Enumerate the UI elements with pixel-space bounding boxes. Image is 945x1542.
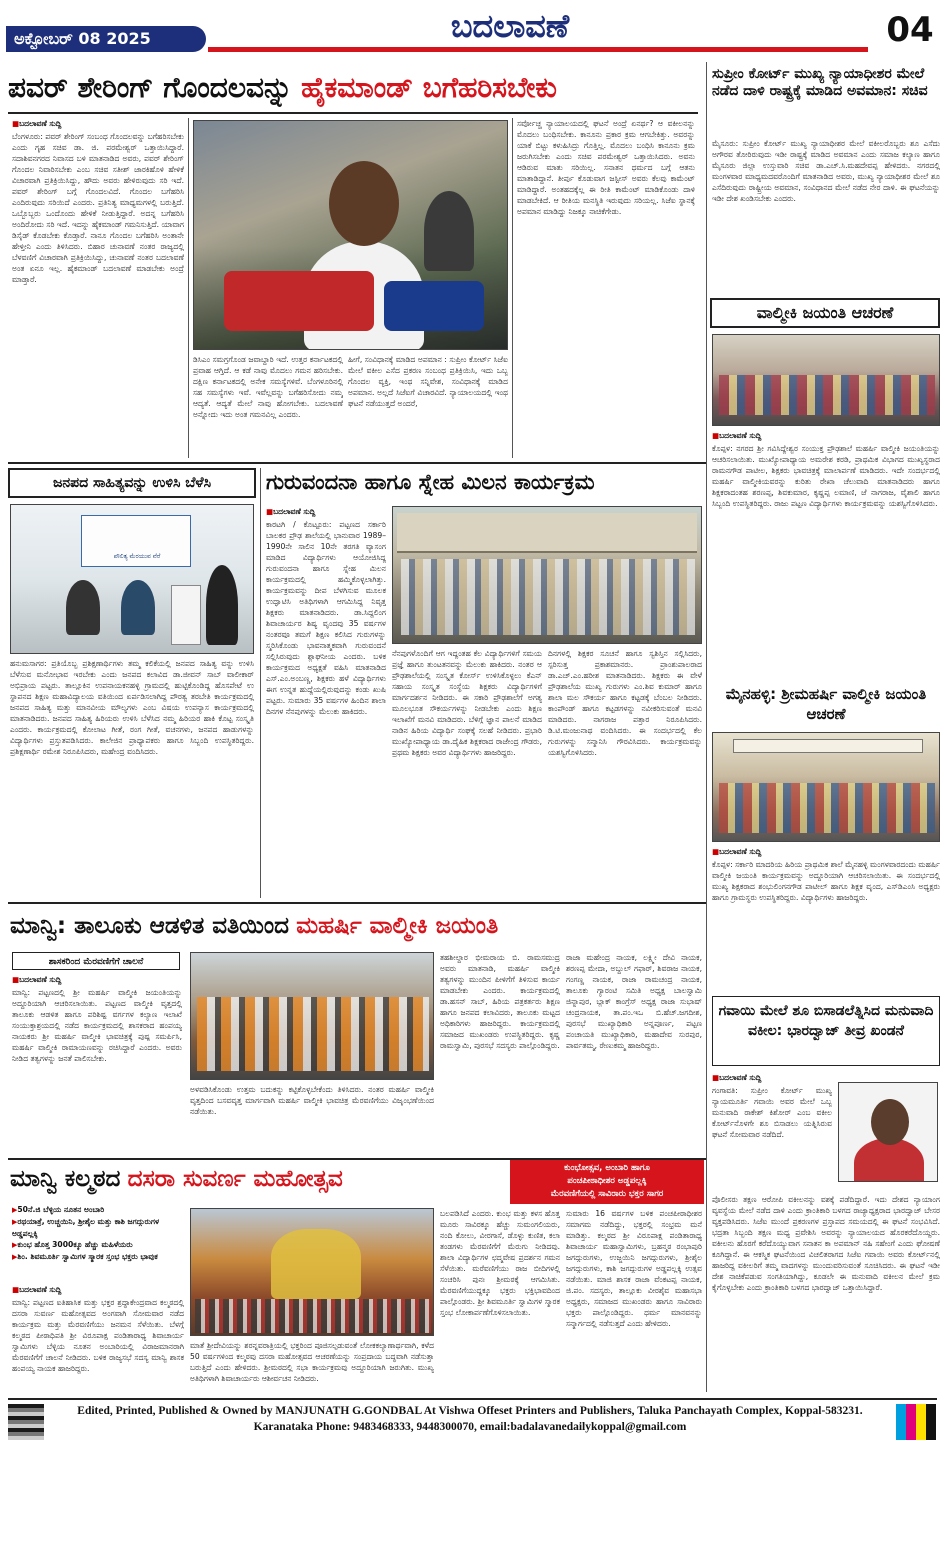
paper-name: ಬದಲಾವಣೆ: [400, 6, 620, 46]
dasara-headline-red: ದಸರಾ ಸುವರ್ಣ ಮಹೋತ್ಸವ: [127, 1166, 343, 1192]
mic-cluster: [224, 271, 374, 331]
dasara-highlight: ▶ ರಥಯಾತ್ರೆ, ಉಚ್ಚಯಿನಿ, ಶ್ರೀಶೈಲ ಮತ್ತು ಕಾಶಿ ಜಗದ್ಗುರುಗಳ ಅಡ್ಡಪಲ್ಲಕ್ಕಿ: [12, 1216, 184, 1239]
valmiki2-byline: ■ ಬದಲಾವಣೆ ಸುದ್ದಿ: [712, 846, 940, 857]
dasara-col3: ಬಲಪಡಿಸಿದೆ ಎಂದರು. ಕುಂಭ ಮತ್ತು ಕಳಸ ಹೊತ್ತ ಮೂರು ಸಾವಿರಕ್ಕೂ ಹೆಚ್ಚು ಸುಮಂಗಲಿಯರು, ನಂದಿ ಕೋಲು, ವೀರಗಾಸೆ, ಡೊಳ್ಳು ಕುಣಿತ, ಕಲಾ ತಂಡಗಳು ಮೆರವಣಿಗೆಗೆ ಮೆರುಗು ನೀಡಿದವು. ಶಾಲಾ ವಿದ್ಯಾರ್ಥಿಗಳ ಛದ್ಮವೇಷ ಪ್ರದರ್ಶನ ಗಮನ ಸೆಳೆಯಿತು. ಮರೆವಣಿಗೆಯು ರಾಜ ಬೀದಿಗಳಲ್ಲಿ ಸಂಚರಿಸಿ ಪುನಃ ಶ್ರೀಮಠಕ್ಕೆ ಆಗಮಿಸಿತು. ಮೆರವಣಿಗೆಯುದ್ದಕ್ಕೂ ಭಕ್ತರು ಭಕ್ತಿಭಾವದಿಂದ ಪಾಲ್ಗೊಂಡರು. ಶ್ರೀ ಶಿವಮೂರ್ತಿ ಸ್ವಾಮಿಗಳ ಸ್ಮಾರಕ ಸ್ತಂಭ ಲೋಕಾರ್ಪಣೆಗೊಳಿಸಲಾಯಿತು.: [440, 1209, 560, 1317]
lead-rule: [8, 112, 698, 114]
registration-marks: [896, 1404, 936, 1440]
footer-rule: [8, 1398, 937, 1400]
reunion-col1b-text: ಬಳಿಕ ಕಾರ್ಯಕ್ರಮದ ಅಧ್ಯಕ್ಷತೆ ವಹಿಸಿ ಮಾತನಾಡಿದ ಎಸ್.ಎಂ.ಅಂಬಣ್ಣ, ಶಿಕ್ಷಕರು ಹಳೆ ವಿದ್ಯಾರ್ಥಿಗಳು ಈಗ ಉನ್ನತ ಹುದ್ದೆಯಲ್ಲಿರುವುದನ್ನು ಕಂಡು ಖುಷಿ ಪಟ್ಟರು. ಸುಮಾರು 35 ವರ್ಷಗಳ ಹಿಂದಿನ ಶಾಲಾ ದಿನಗಳ ನೆನಪುಗಳನ್ನು ಮೆಲುಕು ಹಾಕಿದರು.: [266, 652, 386, 716]
reunion-photo: [392, 506, 702, 644]
footer: [0, 1398, 945, 1542]
valmiki2-headline: ಮೈನಹಳ್ಳಿ: ಶ್ರೀಮಹರ್ಷಿ ವಾಲ್ಮೀಕಿ ಜಯಂತಿ ಆಚರಣೆ: [725, 685, 927, 723]
lead-photo: [193, 120, 508, 350]
manvi-photo-caption: ಅಳವಡಿಸಿಕೊಂಡು ಉತ್ತಮ ಬದುಕನ್ನು ಕಟ್ಟಿಕೊಳ್ಳಬೇಕೆಂದು ತಿಳಿಸಿದರು. ನಂತರ ಮಹರ್ಷಿ ವಾಲ್ಮೀಕಿ ವೃತ್ತದಿಂದ ಬಸವವೃತ್ತ ಮಾರ್ಗವಾಗಿ ಮಹರ್ಷಿ ವಾಲ್ಮೀಕಿ ಭಾವಚಿತ್ರ ಮೆರವಣಿಗೆಯು ವಿಜೃಂಭಣೆಯಿಂದ ನಡೆಯಿತು.: [190, 1085, 434, 1116]
lead-divider-1: [188, 118, 189, 458]
school-banner: [733, 739, 923, 753]
lawyer-body-left: ಗಂಗಾವತಿ: ಸುಪ್ರೀಂ ಕೋರ್ಟ್ ಮುಖ್ಯ ನ್ಯಾಯಮೂರ್ತಿ ಗವಾಯಿ ಅವರ ಮೇಲೆ ಒಬ್ಬ ಮನುವಾದಿ ರಾಕೇಶ್ ಕಿಶೋರ್ ಎಂಬ ವಕೀಲ ಕೋರ್ಟ್‌ನೊಳಗೇ ಶೂ ಬಿಸಾಡಲು ಯತ್ನಿಸಿರುವ ಘಟನೆ ಸೋಮವಾರ ನಡೆದಿದೆ.: [712, 1086, 832, 1139]
reunion-byline: ■ ಬದಲಾವಣೆ ಸುದ್ದಿ: [266, 506, 386, 517]
reunion-col1-text: ಕಾರಟಗಿ / ಕೊಟ್ಟೂರು: ಪಟ್ಟಣದ ಸರ್ಕಾರಿ ಬಾಲಕರ ಪ್ರೌಢ ಶಾಲೆಯಲ್ಲಿ ಭಾನುವಾರ 1989–1990ನೇ ಸಾಲಿನ 10ನೇ ತರಗತಿ ವ್ಯಾಸಂಗ ಮಾಡಿದ ವಿದ್ಯಾರ್ಥಿಗಳು ಆಯೋಜಿಸಿದ್ದ ಗುರುವಂದನಾ ಹಾಗೂ ಸ್ನೇಹ ಮಿಲನ ಕಾರ್ಯಕ್ರಮದಲ್ಲಿ ಹಮ್ಮಿಕೊಳ್ಳಲಾಗಿತ್ತು. ಕಾರ್ಯಕ್ರಮವನ್ನು ದೀಪ ಬೆಳಗಿಸುವ ಮೂಲಕ ಉದ್ಘಾಟಿಸಿ ಅತಿಥಿಗಳಾಗಿ ಆಗಮಿಸಿದ್ದ ನಿವೃತ್ತ ಶಿಕ್ಷಕರು ಮಾತನಾಡಿದರು. ಡಾ.ಸಿದ್ದಲಿಂಗ ಶಿವಾಚಾರ್ಯರ ಶಿಷ್ಯ ವೃಂದವು 35 ವರ್ಷಗಳ ನಂತರವೂ ತಮಗೆ ಶಿಕ್ಷಣ ಕಲಿಸಿದ ಗುರುಗಳನ್ನು ಸ್ಮರಿಸಿಕೊಂಡು ಭಾವನಾತ್ಮಕವಾಗಿ ಗುರುವಂದನೆ ಸಲ್ಲಿಸಿರುವುದು ಶ್ಲಾಘನೀಯ ಎಂದರು.: [266, 520, 386, 661]
dasara-tag-line: ಪಂಚಪೀಠಾಧೀಶರ ಅಡ್ಡಪಲ್ಲಕ್ಕಿ: [567, 1176, 647, 1186]
lead-col1: [12, 118, 184, 456]
portrait-head: [871, 1099, 909, 1145]
section-rule: [8, 462, 706, 464]
cji-headline: ಸುಪ್ರೀಂ ಕೋರ್ಟ್ ಮುಖ್ಯ ನ್ಯಾಯಾಧೀಶರ ಮೇಲೆ ನಡೆದ ದಾಳಿ ರಾಷ್ಟ್ರಕ್ಕೆ ಮಾಡಿದ ಅವಮಾನ: ಸಚಿವ: [712, 66, 928, 99]
page-number: 04: [886, 10, 934, 50]
footer-line1: Edited, Printed, Published & Owned by MANJUNATH G.GONDBAL At Vishwa Offeset Printers and Publishers, Taluka Panchayath Complex, Koppal-583231.: [77, 1405, 863, 1417]
manvi-headline-black: ಮಾನ್ವಿ: ತಾಲೂಕು ಆಡಳಿತ ವತಿಯಿಂದ: [10, 913, 289, 939]
valmiki1-body: ಕೊಪ್ಪಳ: ನಗರದ ಶ್ರೀ ಗವಿಸಿದ್ದೇಶ್ವರ ಸಂಯುಕ್ತ ಪ್ರೌಢಶಾಲೆ ಮಹರ್ಷಿ ವಾಲ್ಮೀಕಿ ಜಯಂತಿಯನ್ನು ಆಚರಿಸಲಾಯಿತು. ಮುಖ್ಯೋಪಾಧ್ಯಾಯ ಅಮರೇಶ ಕರಡಿ, ಪ್ರಾಥಮಿಕ ವಿಭಾಗದ ಮುಖ್ಯಸ್ಥರಾದ ರಾಮನಗೌಡ ಪಾಟೀಲ, ಶಿಕ್ಷಕರು ಭಾವಚಿತ್ರಕ್ಕೆ ಮಾಲಾರ್ಪಣೆ ಮಾಡಿದರು. ಇದೇ ಸಂದರ್ಭದಲ್ಲಿ ಮಹರ್ಷಿ ವಾಲ್ಮೀಕಿಯವರನ್ನು ಕುರಿತು ರೇಖಾ ಚೆಲುವಾದಿ ಮಾತನಾಡಿದರು ಹಾಗೂ ಶಿಕ್ಷಕರಾದಂತಹ ಶರಣಪ್ಪ, ಶಿವಕುಮಾರ, ಕೃಷ್ಣಪ್ಪ ಲಮಾಣಿ, ಜೆ ನಾಗರಾಜ, ವೈಶಾಲಿ ಹಾಗೂ ಸಿಬ್ಬಂದಿ ಉಪಸ್ಥಿತರಿದ್ದರು. ರಾಜು ಪಟ್ಟಣ ವಿದ್ಯಾರ್ಥಿಗಳು ಕಾರ್ಯಕ್ರಮವನ್ನು ಯಶಸ್ವಿಗೊಳಿಸಿದರು.: [712, 444, 940, 508]
reunion-col2: ನೆನಪುಗಳೊಂದಿಗೆ ಆಗ ಇದ್ದಂತಹ ಕೆಲ ವಿದ್ಯಾರ್ಥಿಗಳಿಗೆ ಸಮಯ ಪ್ರಜ್ಞೆ ಹಾಗೂ ತುಂಟತನವನ್ನು ಮೆಲುಕು ಹಾಕಿದರು. ನಂತರ ಆ ಪ್ರೌಢಶಾಲೆಯಲ್ಲಿ ಸಂಸ್ಕೃತ ಕೋರ್ಸ್ ಉಳಿಸಿಕೊಳ್ಳಲು ಕೆಎನ್ ಸಹಾಯ ಸಂಸ್ಕೃತ ಸಂಸ್ಥೆಯ ಶಿಕ್ಷಕರು ವಿದ್ಯಾರ್ಥಿಗಳಿಗೆ ಮಾರ್ಗದರ್ಶನ ನೀಡಿದರು. ಈ ಸಕಾರಿ ಪ್ರೌಢಶಾಲೆಗೆ ಅಗತ್ಯ ಮೂಲಭೂತ ಸೌಕರ್ಯಗಳನ್ನು ನೀಡಬೇಕು ಎಂದು ಶಿಕ್ಷಣ ಇಲಾಖೆಗೆ ಮನವಿ ಮಾಡಿದರು. ಬೆಳಿಗ್ಗೆ ಜ್ಞಾನ ಪಾಲನೆ ಮಾಡಿದ ನಾಡಿನ ಹಿರಿಯ ವಿದ್ಯಾರ್ಥಿ ಸಂಘಕ್ಕೆ ಸಲಹೆ ನೀಡಿದರು. ಪ್ರಭಾರಿ ಮುಖ್ಯೋಪಾಧ್ಯಾಯ ಡಾ.ದೈಹಿಕ ಶಿಕ್ಷಕರಾದ ರಾಜೇಂದ್ರ ಗೌಡರು, ಪ್ರಥಮ ಶಿಕ್ಷಕರು ಅವರ ವಿದ್ಯಾರ್ಥಿಗಳು ಹಾಜರಿದ್ದರು.: [392, 649, 542, 757]
dasara-tag-line: ಕುಂಭೋತ್ಸವ, ಅಂಬಾರಿ ಹಾಗೂ: [564, 1163, 650, 1173]
manvi-byline: ■ ಬದಲಾವಣೆ ಸುದ್ದಿ: [12, 974, 182, 985]
dasara-highlight: ▶ ಶಿಂ. ಶಿವಮೂರ್ತಿ ಸ್ವಾಮಿಗಳ ಸ್ಮಾರಕ ಸ್ತಂಭ ಭಕ್ತರು ಭಾವುಕ: [12, 1251, 184, 1263]
cji-body: ಮೈಸೂರು: ಸುಪ್ರೀಂ ಕೋರ್ಟ್ ಮುಖ್ಯ ನ್ಯಾಯಾಧೀಶರ ಮೇಲೆ ವಕೀಲರೊಬ್ಬರು ಶೂ ಎಸೆದು ಅಗೌರವ ತೋರಿರುವುದು ಇಡೀ ರಾಷ್ಟ್ರಕ್ಕೆ ಮಾಡಿದ ಅವಮಾನ ಎಂದು ಸಮಾಜ ಕಲ್ಯಾಣ ಹಾಗೂ ಮೈಸೂರು ಜಿಲ್ಲಾ ಉಸ್ತುವಾರಿ ಸಚಿವ ಡಾ.ಎಚ್.ಸಿ.ಮಹದೇವಪ್ಪ ಹೇಳಿದರು. ನಗರದಲ್ಲಿ ಮಂಗಳವಾರ ಮಾಧ್ಯಮದವರೊಂದಿಗೆ ಮಾತನಾಡಿದ ಅವರು, ಮುಖ್ಯ ನ್ಯಾಯಾಧೀಶರ ಮೇಲೆ ಶೂ ಎಸೆದಿರುವುದು ರಾಷ್ಟ್ರೀಯ ಅವಮಾನ, ಸಂವಿಧಾನದ ಮೇಲೆ ನಡೆದ ನೇರ ದಾಳಿ. ಈ ಘಟನೆಯನ್ನು ಇಡೀ ದೇಶ ಖಂಡಿಸಬೇಕು ಎಂದರು.: [712, 139, 940, 203]
date-label: ಅಕ್ಟೋಬರ್ 08 2025: [14, 29, 151, 48]
lead-col1-text: ಬೆಂಗಳೂರು: ಪವರ್ ಶೇರಿಂಗ್ ಸಂಬಂಧ ಗೊಂದಲವನ್ನು ಬಗೆಹರಿಸಬೇಕು ಎಂದು ಗೃಹ ಸಚಿವ ಡಾ. ಜಿ. ಪರಮೇಶ್ವರ್ ಒತ್ತಾಯಿಸಿದ್ದಾರೆ. ಸದಾಶಿವನಗರದ ನಿವಾಸದ ಬಳಿ ಮಾತನಾಡಿದ ಅವರು, ಪವರ್ ಶೇರಿಂಗ್ ಗೊಂದಲ ನಿವಾರಿಸಬೇಕು ಎಂಬ ಸಚಿವ ಸತೀಶ್ ಜಾರಕಿಹೊಳಿ ಹೇಳಿಕೆ ವಿಚಾರವಾಗಿ ಪ್ರತಿಕ್ರಿಯಿಸಿದ್ದು, ಹೌದು ಅವರು ಹೇಳಿರುವುದು ಸರಿ ಇದೆ. ಪವರ್ ಶೇರಿಂಗ್ ಬಗ್ಗೆ ಗೊಂದಲವಿದೆ. ಗೊಂದಲ ಬಗೆಹರಿಸಿ ಎಂದಿರುವುದು ಸರಿಯಿದೆ ಎಂದರು. ಪ್ರತಿನಿತ್ಯ ಮಾಧ್ಯಮಗಳಲ್ಲಿ ಬರುತ್ತಿದೆ. ಒಬ್ಬೊಬ್ಬರು ಒಂದೊಂದು ಹೇಳಿಕೆ ನೀಡುತ್ತಿದ್ದಾರೆ. ಅದನ್ನ ಬಗೆಹರಿಸಿ ಅಂದಿರೋದು ಸರಿ ಇದೆ. ಇದನ್ನು ಹೈಕಮಾಂಡ್ ಗಮನಿಸುತ್ತಿದೆ. ಯಾವಾಗ ಡಿಸೈಡ್ ಕೊಡಬೇಕು ಕೊಡ್ತಾರೆ. ನಾನೂ ಗೊಂದಲ ಬಗೆಹರಿಸಿ ಅಂತಾನೇ ಹೇಳ್ತೀನಿ ಎಂದು ತಿಳಿಸಿದರು. ಬಿಹಾರ ಚುನಾವಣೆ ನಂತರ ರಾಜ್ಯದಲ್ಲಿ ಬೆಳವಣಿಗೆ ವಿಚಾರವಾಗಿ ಪ್ರತಿಕ್ರಿಯಿಸಿದ್ದು, ಚುನಾವಣೆ ನಂತರ ಬದಲಾವಣೆ ಅಂತ ಏನೂ ಇಲ್ಲ. ಹೈಕಮಾಂಡ್ ಬದಲಾವಣೆ ಮಾಡಬೇಕು ಅಂದ್ರೆ ಮಾಡ್ತಾರೆ.: [12, 132, 184, 284]
seated-person: [121, 580, 155, 635]
group-row: [719, 783, 935, 833]
lawyer-portrait: [838, 1082, 938, 1182]
valmiki1-photo: [712, 334, 940, 426]
seated-person: [66, 580, 100, 635]
literature-headline: ಜನಪದ ಸಾಹಿತ್ಯವನ್ನು ಉಳಿಸಿ ಬೆಳೆಸಿ: [8, 468, 256, 498]
right-column-divider: [706, 62, 707, 1392]
photo-person: [424, 191, 474, 271]
valmiki1-text: [712, 430, 940, 682]
manvi-headline-red: ಮಹರ್ಷಿ ವಾಲ್ಮೀಕಿ ಜಯಂತಿ: [296, 913, 499, 939]
masthead: [0, 0, 945, 66]
lawyer-headline: ಗವಾಯಿ ಮೇಲೆ ಶೂ ಬಿಸಾಡಲೆತ್ನಿಸಿದ ಮನುವಾದಿ ವಕೀಲ: ಭಾರದ್ವಾಜ್ ತೀವ್ರ ಖಂಡನೆ: [712, 996, 940, 1066]
manvi-col1-text: ಮಾನ್ವಿ: ಪಟ್ಟಣದಲ್ಲಿ ಶ್ರೀ ಮಹರ್ಷಿ ವಾಲ್ಮೀಕಿ ಜಯಂತಿಯನ್ನು ಅದ್ದೂರಿಯಾಗಿ ಆಚರಿಸಲಾಯಿತು. ಪಟ್ಟಣದ ವಾಲ್ಮೀಕಿ ವೃತ್ತದಲ್ಲಿ ತಾಲೂಕು ಆಡಳಿತ ಹಾಗೂ ಪರಿಶಿಷ್ಟ ವರ್ಗಗಳ ಕಲ್ಯಾಣ ಇಲಾಖೆ ಸಂಯುಕ್ತಾಶ್ರಯದಲ್ಲಿ ನಡೆದ ಕಾರ್ಯಕ್ರಮದಲ್ಲಿ ಶಾಸಕರಾದ ಹಂಪಯ್ಯ ನಾಯಕರು ಶ್ರೀ ಮಹರ್ಷಿ ವಾಲ್ಮೀಕಿ ಭಾವಚಿತ್ರಕ್ಕೆ ಪುಷ್ಪ ಸಮರ್ಪಿಸಿ, ಮಹರ್ಷಿ ವಾಲ್ಮೀಕಿ ರಾಮಾಯಣವನ್ನು ರಚಿಸಿದ್ದಾರೆ ಎಂದರು. ಅವರು ನೀಡಿದ ತತ್ವಗಳನ್ನು ಜನತೆ ಪಾಲಿಸಬೇಕು.: [12, 988, 182, 1063]
lectern: [171, 585, 201, 645]
dasara-headline: [10, 1160, 506, 1200]
dasara-highlight: ▶ 50ನೆ.ಜಿ ಬೆಳ್ಳಿಯ ನೂತನ ಅಂಬಾರಿ: [12, 1204, 184, 1216]
manvi-col4: ರಾಜಾ ಮಹೇಂದ್ರ ನಾಯಕ, ಲಕ್ಷ್ಮೀ ದೇವಿ ನಾಯಕ, ಶರಣಪ್ಪ ಮೇದಾ, ಅಬ್ದುಲ್ ಗಫಾರ್, ಶಿವರಾಜ ನಾಯಕ, ಗಂಗಣ್ಣ ನಾಯಕ, ರಾಜಾ ರಾಮಚಂದ್ರ ನಾಯಕ, ತಾಲೂಕು ಗ್ಯಾರಂಟಿ ಸಮಿತಿ ಅಧ್ಯಕ್ಷ ಬಾಲಸ್ವಾಮಿ ಜಿನ್ನಾಪುರ, ಬ್ಲಾಕ್ ಕಾಂಗ್ರೆಸ್ ಅಧ್ಯಕ್ಷ ರಾಜಾ ಸುಭಾಷ್ ಚಂದ್ರನಾಯಕ, ತಾ.ಪಂ.ಇಒ ಬಿ.ಹೆಚ್.ಜಗದೀಶ, ಪುರಸಭೆ ಮುಖ್ಯಾಧಿಕಾರಿ ಅನ್ನಪೂರ್ಣ, ಪಟ್ಟಣ ಪಂಚಾಯತಿ ಮುಖ್ಯಾಧಿಕಾರಿ, ಮಹಾದೇವ ಸುರಪುರ, ಪಾರ್ವತಮ್ಮ, ರೇಣುಕಮ್ಮ ಹಾಜರಿದ್ದರು.: [566, 953, 702, 1050]
dasara-col1-text: ಮಾನ್ವಿ: ಪಟ್ಟಣದ ಐತಿಹಾಸಿಕ ಮತ್ತು ಭಕ್ತರ ಶ್ರದ್ಧಾಕೇಂದ್ರವಾದ ಕಲ್ಮಠದಲ್ಲಿ ದಸರಾ ಸುವರ್ಣ ಮಹೋತ್ಸವದ ಅಂಗವಾಗಿ ಸೋಮವಾರ ನಡೆದ ಕಾರ್ಯಕ್ರಮ ಮತ್ತು ಮೆರವಣಿಗೆಯು ಜನಮನ ಸೆಳೆಯಿತು. ಬೆಳಗ್ಗೆ ಕಲ್ಮಠದ ಪೀಠಾಧಿಪತಿ ಶ್ರೀ ವಿರೂಪಾಕ್ಷ ಪಂಡಿತಾರಾಧ್ಯ ಶಿವಾಚಾರ್ಯ ಸ್ವಾಮಿಗಳು ಬೆಳ್ಳಿಯ ನೂತನ ಅಂಬಾರಿಯಲ್ಲಿ ವಿರಾಜಮಾನರಾಗಿ ಮೆರವಣಿಗೆಗೆ ಚಾಲನೆ ನೀಡಿದರು. ಬಳಿಕ ರಾಜ್ಯಸಭೆ ಸದಸ್ಯ ಮಾನ್ವಿ ಶಾಸಕ ಹಂಪಯ್ಯ ನಾಯಕ ಹಾಜರಿದ್ದರು.: [12, 1298, 184, 1373]
group-rows: [401, 559, 695, 635]
valmiki1-byline: ■ ಬದಲಾವಣೆ ಸುದ್ದಿ: [712, 430, 940, 441]
dasara-tag-box: [510, 1160, 704, 1204]
school-building: [397, 513, 697, 553]
literature-divider: [260, 468, 261, 898]
lead-headline-black: ಪವರ್ ಶೇರಿಂಗ್ ಗೊಂದಲವನ್ನು: [8, 71, 293, 104]
crowd: [195, 1299, 431, 1333]
valmiki2-photo: [712, 732, 940, 842]
manvi-col3: ತಹಶೀಲ್ದಾರ ಭೀಮರಾಯ ಬಿ. ರಾಮಸಮುದ್ರ ಅವರು ಮಾತನಾಡಿ, ಮಹರ್ಷಿ ವಾಲ್ಮೀಕಿ ತತ್ವಗಳನ್ನು ಮುಂದಿನ ಪೀಳಿಗೆಗೆ ತಿಳಿಸುವ ಕಾರ್ಯ ಮಾಡಬೇಕು ಎಂದರು. ಕಾರ್ಯಕ್ರಮದಲ್ಲಿ ಡಾ.ಹಸನ್ ಸಾಬ್, ಹಿರಿಯ ಪತ್ರಕರ್ತರು ಶಿಕ್ಷಣ ಹಾಗೂ ಜನಪದ ಕಲಾವಿದರು, ತಾಲೂಕು ಮಟ್ಟದ ಅಧಿಕಾರಿಗಳು ಹಾಜರಿದ್ದರು. ಕಾರ್ಯಕ್ರಮದಲ್ಲಿ ಸಮಾಜದ ಮುಖಂಡರು ಉಪಸ್ಥಿತರಿದ್ದರು. ಕೃಷ್ಣ ರಾಮಸ್ವಾಮಿ, ಪುರಸಭೆ ಸದಸ್ಯರು ಪಾಲ್ಗೊಂಡಿದ್ದರು.: [440, 953, 560, 1050]
dasara-highlights: [12, 1204, 184, 1282]
dasara-photo: [190, 1208, 434, 1336]
lawyer-body: ಪೊಲೀಸರು ತಕ್ಷಣ ಆರೋಪಿ ವಕೀಲನನ್ನು ವಶಕ್ಕೆ ಪಡೆದಿದ್ದಾರೆ. ಇದು ದೇಶದ ನ್ಯಾಯಾಂಗ ವ್ಯವಸ್ಥೆಯ ಮೇಲೆ ನಡೆದ ದಾಳಿ ಎಂದು ಕ್ರಾಂತಿಕಾರಿ ಬಳಗದ ರಾಜ್ಯಾಧ್ಯಕ್ಷರಾದ ಭಾರದ್ವಾಜ್ ಬೇಸರ ವ್ಯಕ್ತಪಡಿಸಿದರು. ಸಿಜೆಐ ಮುಂದೆ ಪ್ರಕರಣಗಳ ಪ್ರಸ್ತಾಪದ ಸಮಯದಲ್ಲಿ ಈ ಘಟನೆ ಸಂಭವಿಸಿದೆ. ಭದ್ರತಾ ಸಿಬ್ಬಂದಿ ತಕ್ಷಣ ಮಧ್ಯ ಪ್ರವೇಶಿಸಿ ಅವರನ್ನು ನ್ಯಾಯಾಲಯದ ಹೊರಕರೆದೊಯ್ದರು. ವಕೀಲನು ಹೊರಗೆ ಕರೆದೊಯ್ಯುವಾಗ ಸನಾತನ ಕಾ ಅಪಮಾನ್ ನಹಿ ಸಹೇಂಗೆ ಎಂದು ಘೋಷಣೆ ಕೂಗಿದ್ದಾನೆ. ಈ ಆಕಸ್ಮಿಕ ಘಟನೆಯಿಂದ ವಿಚಲಿತರಾಗದ ಸಿಜೆಐ ಗವಾಯಿ ಅವರು ಕೋರ್ಟ್‌ನಲ್ಲಿ ಹಾಜರಿದ್ದ ವಕೀಲರಿಗೆ ತಮ್ಮ ವಾದಗಳನ್ನು ಮುಂದುವರಿಸುವಂತೆ ಸೂಚಿಸಿದರು. ಈ ಘಟನೆ ಇಡೀ ದೇಶ ನಾಚಿಕೆಪಡುವ ಸಂಗತಿಯಾಗಿದ್ದು, ಕೂಡಲೇ ಈ ಮನುವಾದಿ ವಕೀಲನ ಮೇಲೆ ಕ್ರಮ ಕೈಗೊಳ್ಳಬೇಕು ಎಂದು ಕ್ರಾಂತಿಕಾರಿ ಬಳಗದ ಭಾರದ್ವಾಜ್ ಒತ್ತಾಯಿಸಿದ್ದಾರೆ.: [712, 1195, 940, 1292]
dasara-byline: ■ ಬದಲಾವಣೆ ಸುದ್ದಿ: [12, 1284, 184, 1295]
mic-cluster: [384, 281, 484, 331]
masthead-rule: [208, 47, 868, 52]
dasara-col4: ಸುಮಾರು 16 ವರ್ಷಗಳ ಬಳಿಕ ಪಂಚಪೀಠಾಧೀಶರ ಸಮಾಗಮ ನಡೆದಿದ್ದು, ಭಕ್ತರಲ್ಲಿ ಸಂಭ್ರಮ ಮನೆ ಮಾಡಿತ್ತು. ಕಲ್ಮಠದ ಶ್ರೀ ವಿರೂಪಾಕ್ಷ ಪಂಡಿತಾರಾಧ್ಯ ಶಿವಾಚಾರ್ಯ ಮಹಾಸ್ವಾಮಿಗಳು, ಬ್ರಹನ್ಮಠ ರಂಭಾಪುರಿ ಜಗದ್ಗುರುಗಳು, ಉಜ್ಜಯಿನಿ ಜಗದ್ಗುರುಗಳು, ಶ್ರೀಶೈಲ ಜಗದ್ಗುರುಗಳು, ಕಾಶಿ ಜಗದ್ಗುರುಗಳ ಅಡ್ಡಪಲ್ಲಕ್ಕಿ ಉತ್ಸವ ನಡೆಯಿತು. ಮಾಜಿ ಶಾಸಕ ರಾಜಾ ವೆಂಕಟಪ್ಪ ನಾಯಕ, ಜಿ.ಪಂ. ಸದಸ್ಯರು, ತಾಲ್ಲೂಕು ವೀರಶೈವ ಮಹಾಸಭಾ ಅಧ್ಯಕ್ಷರು, ಸಮಾಜದ ಮುಖಂಡರು ಹಾಗೂ ಸಾವಿರಾರು ಭಕ್ತರು ಪಾಲ್ಗೊಂಡಿದ್ದರು. ಧರ್ಮ ಮಾನವನನ್ನು ಸನ್ಮಾರ್ಗದಲ್ಲಿ ನಡೆಸುತ್ತದೆ ಎಂದು ಹೇಳಿದರು.: [566, 1209, 702, 1328]
manvi-col1: [12, 974, 182, 1154]
lawyer-byline-block: [712, 1072, 832, 1192]
literature-photo: [10, 504, 254, 654]
reunion-col3: ದಿನಗಳಲ್ಲಿ ಶಿಕ್ಷಕರ ಸೂಚನೆ ಹಾಗೂ ಸ್ವಶಿಸ್ತಿನ ಸಲ್ಲಿಸಿದರು, ಸ್ಪರಿಸುತ್ತ ಪ್ರಕಾಶಮಾನರು. ಪ್ರಾಂಶುಪಾಲರಾದ ಡಾ.ಎಚ್.ಎಂ.ಹರೀಶ ಮಾತನಾಡಿದರು. ಶಿಕ್ಷಕರು ಈ ವೇಳೆ ಪ್ರೌಢಶಾಲೆಯ ಮುಖ್ಯ ಗುರುಗಳು ಎಂ.ಶಿವ ಕುಮಾರ್ ಹಾಗೂ ಶಾಲಾ ಮಲ ಸೌಕರ್ಯ ಹಾಗೂ ಕಟ್ಟಡಕ್ಕೆ ಬೆಂಬಲ ನೀಡಿದರು. ಕಾಂಪೌಂಡ್ ಹಾಗೂ ಕಟ್ಟಡಗಳನ್ನು ನವೀಕರಿಸುವಂತೆ ಮನವಿ ಮಾಡಿದರು. ನಾಗರಾಜ ಪತ್ತಾರ ನಿರೂಪಿಸಿದರು. ಡಿ.ಟಿ.ಮಂಜುನಾಥ ವಂದಿಸಿದರು. ಈ ಸಂದರ್ಭದಲ್ಲಿ ಕೆಲ ಗುರುಗಳನ್ನು ಸನ್ಮಾನಿಸಿ ಗೌರವಿಸಿದರು. ಕಾರ್ಯಕ್ರಮವನ್ನು ಯಶಸ್ವಿಗೊಳಿಸಿದರು.: [548, 649, 702, 757]
dasara-photo-caption: ಮಾತೆ ಶ್ರೀದೇವಿಯನ್ನು ಶರನ್ನವರಾತ್ರಿಯಲ್ಲಿ ಭಕ್ತರಿಂದ ಪೂಜಿಸಲ್ಪಡುವಂತೆ ಲೋಕಕಲ್ಯಾಣಾರ್ಥವಾಗಿ, ಕಳೆದ 50 ವರ್ಷಗಳಿಂದ ಕಲ್ಮಠವು ದಸರಾ ಮಹೋತ್ಸವದ ಆಚರಣೆಯನ್ನು ಸಂಪ್ರದಾಯ ಬದ್ಧವಾಗಿ ನಡೆಸುತ್ತಾ ಬರುತ್ತಿದೆ ಎಂದು ಹೇಳಿದರು. ಶ್ರೀಮಠದಲ್ಲಿ ಸಭಾ ಕಾರ್ಯಕ್ರಮವು ಅದ್ದೂರಿಯಾಗಿ ಜರುಗಿತು. ಮುಖ್ಯ ಅತಿಥಿಗಳಾಗಿ ಶಿವಾಚಾರ್ಯರು ಆಶೀರ್ವಚನ ನೀಡಿದರು.: [190, 1341, 434, 1383]
lead-col3: ಹೀಗೆ, ಸಂವಿಧಾನಕ್ಕೆ ಮಾಡಿದ ಅಪಮಾನ : ಸುಪ್ರೀಂ ಕೋರ್ಟ್ ಸಿಜೆಐ ಮೇಲೆ ವಕೀಲ ಎಸೆದ ಪ್ರಕರಣ ಸಂಬಂಧ ಪ್ರತಿಕ್ರಿಯಿಸಿ, ಇದು ಒಬ್ಬ ಗೊಂದಲ ವ್ಯಕ್ತಿ, ಇಂಥ ಸನ್ನಿವೇಶ, ಸಂವಿಧಾನಕ್ಕೆ ಮಾಡಿದ ಅಪಮಾನ. ಅಲ್ಲದೆ ಸಿಜೆಐಗೆ ವಿಚಾರವಿದೆ. ನ್ಯಾಯಾಲಯದಲ್ಲಿ ಇಂಥ ಘಟನೆ ನಡೆಯುತ್ತದೆ ಅಂದರೆ,: [348, 355, 508, 408]
manvi-tag: ಶಾಸಕರಿಂದ ಮೆರವಣಿಗೆಗೆ ಚಾಲನೆ: [12, 952, 180, 970]
reunion-headline: ಗುರುವಂದನಾ ಹಾಗೂ ಸ್ನೇಹ ಮಿಲನ ಕಾರ್ಯಕ್ರಮ: [266, 470, 595, 494]
valmiki1-headline: ವಾಲ್ಮೀಕಿ ಜಯಂತಿ ಆಚರಣೆ: [710, 298, 940, 328]
procession-row: [197, 997, 429, 1071]
dasara-col1: [12, 1284, 184, 1392]
lead-photo-caption: ಡಿಸಿಎಂ ಸಮಗ್ರಗೊಂಡ ಜವಾಬ್ದಾರಿ ಇದೆ. ಉತ್ತರ ಕರ್ನಾಟಕದಲ್ಲಿ ಪ್ರವಾಹ ಆಗ್ತಿದೆ. ಆ ಕಡೆ ನಾವು ಮೊದಲು ಗಮನ ಹರಿಸಬೇಕು. ದಕ್ಷಿಣ ಕರ್ನಾಟಕದಲ್ಲಿ ಅನೇಕ ಸಮಸ್ಯೆಗಳಿವೆ. ಬೆಂಗಳೂರಿನಲ್ಲಿ ಸಹ ಸಮಸ್ಯೆಗಳು ಇವೆ. ಇವೆಲ್ಲವನ್ನು ಬಗೆಹರಿಸೋದು ನಮ್ಮ ಆದ್ಯತೆ. ಆದ್ಯತೆ ಮೇಲೆ ನಾವು ಹೋಗಬೇಕು. ಬದಲಾವಣೆ ಅನ್ನೋದು ಇದು ಅಂತ ಗಮನವಿಲ್ಲ ಎಂದರು.: [193, 355, 343, 419]
section-rule: [8, 902, 706, 904]
valmiki2-text: [712, 846, 940, 986]
manvi-headline: [10, 906, 700, 948]
photo-head: [329, 161, 399, 246]
lead-divider-2: [512, 118, 513, 458]
manvi-photo: [190, 952, 434, 1080]
dasara-tag-line: ಮೆರವಣಿಗೆಯಲ್ಲಿ ಸಾವಿರಾರು ಭಕ್ತರ ಸಾಗರ: [550, 1189, 664, 1199]
speaker: [206, 565, 238, 645]
lead-byline: ■ ಬದಲಾವಣೆ ಸುದ್ದಿ: [12, 118, 184, 129]
stage-banner-text: ಪೌಲಿತ್ಯ ಮೆರಯುವ ವೆರೆ: [113, 553, 161, 560]
lawyer-byline: ■ ಬದಲಾವಣೆ ಸುದ್ದಿ: [712, 1072, 832, 1083]
group-row: [719, 375, 935, 415]
lead-headline-red: ಹೈಕಮಾಂಡ್ ಬಗೆಹರಿಸಬೇಕು: [301, 71, 557, 104]
literature-body: ಹನುಮಸಾಗರ: ಪ್ರತಿಯೊಬ್ಬ ಪ್ರಶಿಕ್ಷಣಾರ್ಥಿಗಳು ತಮ್ಮ ಕಲಿಕೆಯಲ್ಲಿ ಜನಪದ ಸಾಹಿತ್ಯ ವನ್ನು ಉಳಿಸಿ ಬೆಳೆಸುವ ಮನೋಭಾವ ಇರಬೇಕು ಎಂದು ಜನಪದ ಕಲಾವಿದ ಡಾ.ಜೀವನ್ ಸಾಬ್ ವಾಲೀಕಾರ್ ಅಭಿಪ್ರಾಯ ಪಟ್ಟರು. ತಾಲ್ಲೂಕಿನ ಉಪನಾಯಕನಹಳ್ಳಿ ಗ್ರಾಮದಲ್ಲಿ ಹುಟ್ಟಿಕೊಂಡಿದ್ದ ಹೊಸಪೇಟೆ ಉ ಸ್ಥಾಪನದ ಶಿಕ್ಷಣ ಮಹಾವಿದ್ಯಾಲಯ ವತಿಯಿಂದ ಏರ್ಪಡಿಸಲಾಗಿದ್ದ ಪೌರತ್ವ ತರಬೇತಿ ಕಾರ್ಯಕ್ರಮದಲ್ಲಿ ಜನಪದ ಸಾಹಿತ್ಯ ಮತ್ತು ಮಾನವೀಯ ಮೌಲ್ಯಗಳು ಎಂಬ ವಿಷಯ ಉಪನ್ಯಾಸ ಕಾರ್ಯಕ್ರಮದಲ್ಲಿ ಮಾತನಾಡಿದರು. ಜನಪದ ಸಾಹಿತ್ಯ ಹಿರಿಯರು ಉಳಿಸಿ ಬೆಳೆಸಿದ ನಮ್ಮ ಹಿರಿಯರ ಹಾಕಿ ಕೊಟ್ಟ ಸಂಸ್ಕೃತಿ ಎಂದರು. ಕಾರ್ಯಕ್ರಮದಲ್ಲಿ ಕೋಲಾಟ ಗೀತೆ, ರಂಗ ಗೀತೆ, ವಚನಗಳು, ಜನಪದ ಹಾಡುಗಳನ್ನು ವಿದ್ಯಾರ್ಥಿಗಳು ಪ್ರಸ್ತುತಪಡಿಸಿದರು. ಕಾಲೇಜಿನ ಪ್ರಾಧ್ಯಾಪಕರು ಹಾಗೂ ಸಿಬ್ಬಂದಿ ಉಪಸ್ಥಿತರಿದ್ದರು. ಪ್ರಶಿಕ್ಷಣಾರ್ಥಿ ರಮೇಶ ನಿರೂಪಿಸಿದರು, ಮಹೇಂದ್ರ ವಂದಿಸಿದರು.: [10, 659, 254, 756]
ambari-float: [271, 1229, 361, 1299]
reunion-col1: [266, 506, 386, 896]
valmiki2-body: ಕೊಪ್ಪಳ: ಸರ್ಕಾರಿ ಮಾದರಿಯ ಹಿರಿಯ ಪ್ರಾಥಮಿಕ ಶಾಲೆ ಮೈನಹಳ್ಳಿ ಮಂಗಳವಾರದಂದು ಮಹರ್ಷಿ ವಾಲ್ಮೀಕಿ ಜಯಂತಿ ಕಾರ್ಯಕ್ರಮವನ್ನು ಅದ್ದೂರಿಯಾಗಿ ಆಚರಿಸಲಾಯಿತು. ಈ ಸಂದರ್ಭದಲ್ಲಿ ಮುಖ್ಯ ಶಿಕ್ಷಕರಾದ ಶಂಭುಲಿಂಗನಗೌಡ ಪಾಟೀಲ್ ಹಾಗೂ ಶಿಕ್ಷಕ ವೃಂದ, ಎಸ್‌ಡಿಎಂಸಿ ಅಧ್ಯಕ್ಷರು ಹಾಗೂ ಗ್ರಾಮಸ್ಥರು ಉಪಸ್ಥಿತರಿದ್ದರು. ವಿದ್ಯಾರ್ಥಿಗಳು ಹಾಜರಿದ್ದರು.: [712, 860, 940, 902]
footer-line2: Karanataka Phone: 9483468333, 9448300070, email:badalavanedailykoppal@gmail.com: [253, 1421, 687, 1433]
lead-headline: [8, 66, 698, 112]
dasara-headline-black: ಮಾನ್ವಿ ಕಲ್ಮಠದ: [10, 1166, 121, 1192]
registration-marks: [8, 1404, 44, 1440]
dasara-highlight: ▶ ಕುಂಭ ಹೊತ್ತ 3000ಕ್ಕೂ ಹೆಚ್ಚು ಮಹಿಳೆಯರು: [12, 1239, 184, 1251]
lead-col4: ಸರ್ವೋಚ್ಚ ನ್ಯಾಯಾಲಯದಲ್ಲಿ ಘಟನೆ ಅಂದ್ರೆ ಏನರ್ಥ? ಆ ವಕೀಲನನ್ನು ಮೊದಲು ಬಂಧಿಸಬೇಕು. ಕಾನೂನು ಪ್ರಕಾರ ಕ್ರಮ ಆಗಬೇಕಿತ್ತು. ಅವರನ್ನು ಯಾಕೆ ಬಿಟ್ಟು ಕಳುಹಿಸಿದ್ರು ಗೊತ್ತಿಲ್ಲ. ಮೊದಲು ಬಂಧಿಸಿ ಕಾನೂನು ಕ್ರಮ ಜರುಗಿಸಬೇಕು ಎಂದು ಸಚಿವ ಪರಮೇಶ್ವರ್ ಒತ್ತಾಯಿಸಿದರು. ಅವನು ಆಡಿರುವ ಮಾತು ಸರಿಯಿಲ್ಲ. ಸನಾತನ ಧರ್ಮದ ಬಗ್ಗೆ ಆತನು ಮಾತಾಡಿದ್ದಾನೆ. ತೀರ್ಪು ಕೊಡುವಾಗ ಜಸ್ಟೀಸ್ ಅವರು ಕೆಲವು ಕಾಮೆಂಟ್ ಮಾಡಿದ್ದಾರೆ. ಅಂತಹದಕ್ಕೆಲ್ಲ ಈ ರೀತಿ ಕಾಮೆಂಟ್ ಮಾಡಿಕೊಂಡು ದಾಳಿ ಮಾಡಬೇಕಿದೆ. ಆ ರೀತಿಯ ಮನಸ್ಥಿತಿ ಇರುವುದು ಸರಿಯಲ್ಲ. ಸಿಜೆಐ ಸ್ಥಾನಕ್ಕೆ ಅಪಮಾನ ಮಾಡಿದ್ದು ನಿಜಕ್ಕೂ ನಾಚಿಕೆಗೇಡು.: [517, 119, 695, 216]
